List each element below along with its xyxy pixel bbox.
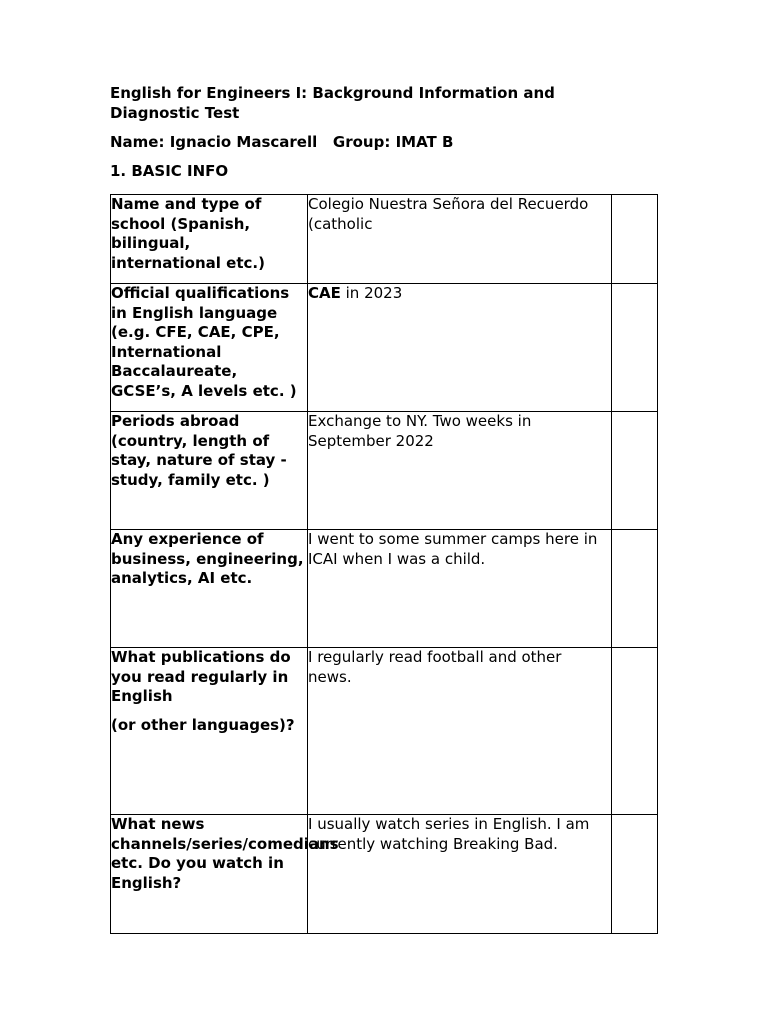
name-group-line	[110, 133, 453, 153]
row-label: Periods abroad (country, length of stay, nature of stay - study, family etc. )	[111, 412, 287, 489]
row-label: Name and type of school (Spanish, bilingual, international etc.)	[111, 195, 265, 272]
row-answer: Colegio Nuestra Señora del Recuerdo (catholic	[308, 195, 589, 233]
student-name: Ignacio Mascarell	[169, 133, 318, 151]
row-label-main: What publications do you read regularly in English	[111, 648, 291, 705]
row-label: Official qualifications in English language (e.g. CFE, CAE, CPE, International Baccalaureate, GCSE’s, A levels etc. )	[111, 284, 297, 400]
basic-info-table	[110, 194, 658, 934]
table-row-publications	[111, 648, 657, 815]
row-answer: I usually watch series in English. I am currently watching Breaking Bad.	[308, 815, 590, 853]
table-row-school	[111, 195, 657, 284]
row-label-extra: (or other languages)?	[111, 715, 295, 734]
name-label: Name:	[110, 133, 165, 151]
row-answer: I went to some summer camps here in ICAI when I was a child.	[308, 530, 598, 568]
row-label	[111, 648, 305, 744]
group-value: IMAT B	[395, 133, 454, 151]
group-label: Group:	[332, 133, 391, 151]
section-heading: 1. BASIC INFO	[110, 162, 229, 180]
row-label: What news channels/series/comedians etc. Do you watch in English?	[111, 815, 339, 892]
table-row-news-channels	[111, 815, 657, 933]
row-answer: I regularly read football and other news.	[308, 648, 562, 686]
table-row-periods-abroad	[111, 412, 657, 530]
row-answer: Exchange to NY. Two weeks in September 2022	[308, 412, 532, 450]
row-answer	[308, 284, 608, 304]
table-row-experience	[111, 530, 657, 648]
table-row-qualifications	[111, 284, 657, 412]
row-label: Any experience of business, engineering, analytics, AI etc.	[111, 530, 304, 587]
qualification-name: CAE	[308, 284, 341, 302]
last-row-top-border	[111, 814, 611, 815]
document-title: English for Engineers I: Background Information and Diagnostic Test	[110, 84, 555, 122]
qualification-year: in 2023	[340, 284, 403, 302]
